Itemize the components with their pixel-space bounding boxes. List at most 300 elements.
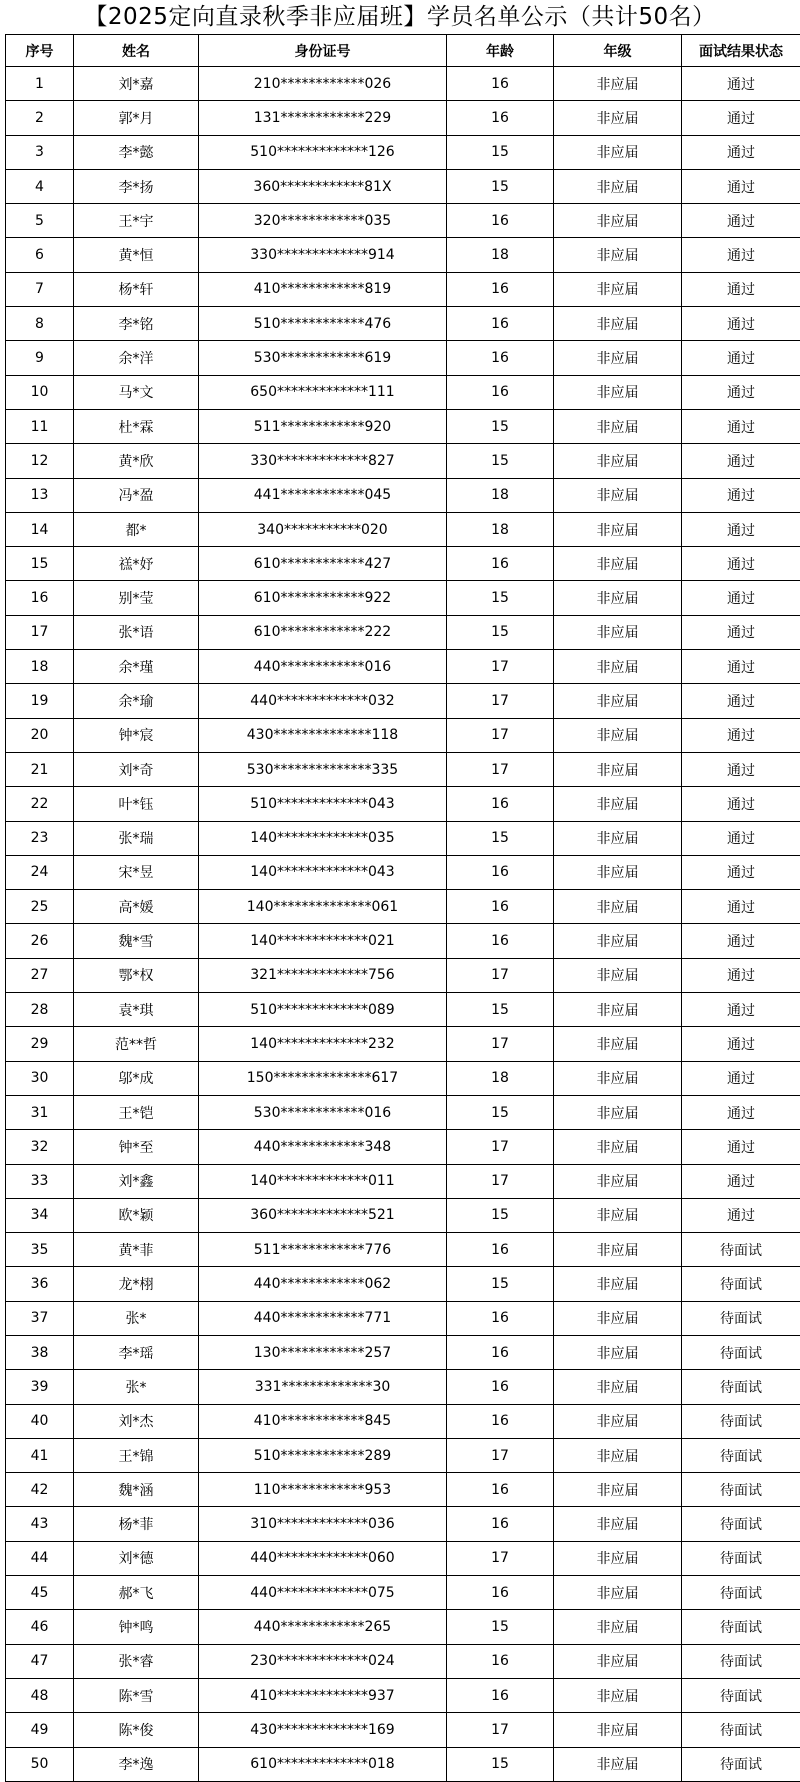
- cell-id-number: 440************265: [199, 1610, 447, 1644]
- cell-interview-status: 通过: [682, 101, 800, 135]
- cell-id-number: 441************045: [199, 478, 447, 512]
- cell-age: 16: [447, 1473, 554, 1507]
- cell-age: 16: [447, 272, 554, 306]
- cell-name: 刘*嘉: [74, 67, 199, 101]
- table-row: [6, 1370, 800, 1404]
- cell-interview-status: 待面试: [682, 1541, 800, 1575]
- cell-grade: 非应届: [554, 1507, 682, 1541]
- cell-name: 黄*菲: [74, 1233, 199, 1267]
- cell-id-number: 340***********020: [199, 512, 447, 546]
- cell-name: 马*文: [74, 375, 199, 409]
- cell-interview-status: 待面试: [682, 1233, 800, 1267]
- cell-age: 17: [447, 684, 554, 718]
- cell-index: 17: [6, 615, 74, 649]
- cell-index: 39: [6, 1370, 74, 1404]
- cell-interview-status: 待面试: [682, 1576, 800, 1610]
- cell-grade: 非应届: [554, 787, 682, 821]
- table-row: [6, 1233, 800, 1267]
- cell-index: 28: [6, 993, 74, 1027]
- cell-name: 余*瑾: [74, 650, 199, 684]
- cell-id-number: 131************229: [199, 101, 447, 135]
- cell-name: 钟*宸: [74, 718, 199, 752]
- cell-index: 30: [6, 1061, 74, 1095]
- table-row: [6, 1747, 800, 1781]
- cell-age: 16: [447, 1370, 554, 1404]
- cell-age: 17: [447, 1438, 554, 1472]
- cell-interview-status: 待面试: [682, 1370, 800, 1404]
- cell-grade: 非应届: [554, 67, 682, 101]
- table-row: [6, 821, 800, 855]
- cell-name: 欧*颖: [74, 1198, 199, 1232]
- table-row: [6, 169, 800, 203]
- cell-grade: 非应届: [554, 1713, 682, 1747]
- cell-grade: 非应届: [554, 444, 682, 478]
- cell-id-number: 530************619: [199, 341, 447, 375]
- cell-name: 李*懿: [74, 135, 199, 169]
- table-row: [6, 1335, 800, 1369]
- cell-id-number: 530**************335: [199, 752, 447, 786]
- cell-index: 33: [6, 1164, 74, 1198]
- cell-index: 1: [6, 67, 74, 101]
- cell-index: 46: [6, 1610, 74, 1644]
- cell-age: 16: [447, 1644, 554, 1678]
- roster-body: [6, 67, 800, 1782]
- cell-interview-status: 通过: [682, 135, 800, 169]
- cell-age: 15: [447, 1198, 554, 1232]
- cell-id-number: 320************035: [199, 204, 447, 238]
- table-row: [6, 1061, 800, 1095]
- cell-name: 刘*鑫: [74, 1164, 199, 1198]
- cell-age: 15: [447, 1610, 554, 1644]
- table-row: [6, 993, 800, 1027]
- cell-grade: 非应届: [554, 1233, 682, 1267]
- cell-index: 32: [6, 1130, 74, 1164]
- cell-grade: 非应届: [554, 993, 682, 1027]
- cell-grade: 非应届: [554, 1370, 682, 1404]
- cell-name: 黄*恒: [74, 238, 199, 272]
- cell-name: 余*洋: [74, 341, 199, 375]
- table-row: [6, 547, 800, 581]
- table-row: [6, 787, 800, 821]
- cell-age: 16: [447, 1335, 554, 1369]
- table-row: [6, 1541, 800, 1575]
- table-row: [6, 1027, 800, 1061]
- header-row: [6, 35, 800, 67]
- column-header-id-number: 身份证号: [199, 35, 447, 67]
- cell-index: 47: [6, 1644, 74, 1678]
- cell-age: 16: [447, 855, 554, 889]
- table-row: [6, 1404, 800, 1438]
- table-row: [6, 958, 800, 992]
- cell-index: 25: [6, 890, 74, 924]
- cell-grade: 非应届: [554, 1438, 682, 1472]
- column-header-interview-status: 面试结果状态: [682, 35, 800, 67]
- cell-age: 16: [447, 341, 554, 375]
- cell-interview-status: 待面试: [682, 1507, 800, 1541]
- cell-name: 李*瑶: [74, 1335, 199, 1369]
- cell-name: 张*睿: [74, 1644, 199, 1678]
- cell-index: 43: [6, 1507, 74, 1541]
- cell-interview-status: 通过: [682, 375, 800, 409]
- cell-name: 王*铠: [74, 1095, 199, 1129]
- cell-name: 刘*德: [74, 1541, 199, 1575]
- cell-interview-status: 通过: [682, 444, 800, 478]
- cell-id-number: 510*************089: [199, 993, 447, 1027]
- cell-name: 王*锦: [74, 1438, 199, 1472]
- cell-interview-status: 通过: [682, 787, 800, 821]
- cell-id-number: 440************062: [199, 1267, 447, 1301]
- cell-age: 16: [447, 375, 554, 409]
- cell-id-number: 610*************018: [199, 1747, 447, 1781]
- cell-grade: 非应届: [554, 1061, 682, 1095]
- cell-index: 40: [6, 1404, 74, 1438]
- cell-grade: 非应届: [554, 752, 682, 786]
- cell-id-number: 140*************232: [199, 1027, 447, 1061]
- cell-id-number: 410************845: [199, 1404, 447, 1438]
- cell-name: 魏*涵: [74, 1473, 199, 1507]
- cell-interview-status: 通过: [682, 1027, 800, 1061]
- cell-grade: 非应届: [554, 581, 682, 615]
- cell-id-number: 230*************024: [199, 1644, 447, 1678]
- cell-age: 15: [447, 1095, 554, 1129]
- cell-id-number: 510************289: [199, 1438, 447, 1472]
- cell-interview-status: 通过: [682, 512, 800, 546]
- cell-age: 15: [447, 581, 554, 615]
- cell-interview-status: 通过: [682, 855, 800, 889]
- cell-id-number: 510*************043: [199, 787, 447, 821]
- cell-name: 邬*成: [74, 1061, 199, 1095]
- cell-id-number: 110************953: [199, 1473, 447, 1507]
- cell-index: 9: [6, 341, 74, 375]
- cell-index: 4: [6, 169, 74, 203]
- table-row: [6, 135, 800, 169]
- table-row: [6, 650, 800, 684]
- column-header-name: 姓名: [74, 35, 199, 67]
- cell-grade: 非应届: [554, 1678, 682, 1712]
- cell-interview-status: 通过: [682, 547, 800, 581]
- cell-interview-status: 待面试: [682, 1301, 800, 1335]
- cell-age: 15: [447, 409, 554, 443]
- cell-grade: 非应届: [554, 204, 682, 238]
- cell-index: 24: [6, 855, 74, 889]
- cell-name: 张*: [74, 1370, 199, 1404]
- column-header-index: 序号: [6, 35, 74, 67]
- cell-name: 高*媛: [74, 890, 199, 924]
- cell-age: 17: [447, 1713, 554, 1747]
- cell-id-number: 140*************043: [199, 855, 447, 889]
- cell-interview-status: 待面试: [682, 1473, 800, 1507]
- cell-name: 魏*雪: [74, 924, 199, 958]
- cell-index: 45: [6, 1576, 74, 1610]
- table-row: [6, 375, 800, 409]
- cell-grade: 非应届: [554, 512, 682, 546]
- cell-interview-status: 通过: [682, 581, 800, 615]
- table-row: [6, 924, 800, 958]
- cell-grade: 非应届: [554, 1198, 682, 1232]
- table-row: [6, 1130, 800, 1164]
- table-row: [6, 1164, 800, 1198]
- cell-grade: 非应届: [554, 1164, 682, 1198]
- table-row: [6, 307, 800, 341]
- cell-age: 15: [447, 444, 554, 478]
- cell-index: 44: [6, 1541, 74, 1575]
- table-row: [6, 1438, 800, 1472]
- cell-id-number: 440*************075: [199, 1576, 447, 1610]
- cell-id-number: 510************476: [199, 307, 447, 341]
- cell-grade: 非应届: [554, 1095, 682, 1129]
- cell-index: 36: [6, 1267, 74, 1301]
- table-row: [6, 444, 800, 478]
- cell-grade: 非应届: [554, 478, 682, 512]
- cell-interview-status: 通过: [682, 409, 800, 443]
- cell-index: 3: [6, 135, 74, 169]
- cell-age: 16: [447, 547, 554, 581]
- cell-age: 15: [447, 135, 554, 169]
- cell-id-number: 430*************169: [199, 1713, 447, 1747]
- cell-id-number: 210************026: [199, 67, 447, 101]
- cell-name: 叶*钰: [74, 787, 199, 821]
- cell-age: 15: [447, 993, 554, 1027]
- cell-grade: 非应届: [554, 409, 682, 443]
- cell-age: 17: [447, 1027, 554, 1061]
- cell-interview-status: 待面试: [682, 1678, 800, 1712]
- cell-age: 17: [447, 650, 554, 684]
- cell-name: 李*逸: [74, 1747, 199, 1781]
- cell-grade: 非应届: [554, 855, 682, 889]
- cell-age: 16: [447, 1576, 554, 1610]
- cell-interview-status: 通过: [682, 684, 800, 718]
- cell-id-number: 140**************061: [199, 890, 447, 924]
- cell-id-number: 650*************111: [199, 375, 447, 409]
- cell-grade: 非应届: [554, 1610, 682, 1644]
- cell-age: 17: [447, 752, 554, 786]
- cell-name: 杨*菲: [74, 1507, 199, 1541]
- cell-index: 27: [6, 958, 74, 992]
- cell-interview-status: 待面试: [682, 1747, 800, 1781]
- cell-index: 16: [6, 581, 74, 615]
- cell-index: 29: [6, 1027, 74, 1061]
- cell-index: 49: [6, 1713, 74, 1747]
- cell-id-number: 511************920: [199, 409, 447, 443]
- cell-grade: 非应届: [554, 650, 682, 684]
- cell-age: 15: [447, 1747, 554, 1781]
- cell-name: 李*扬: [74, 169, 199, 203]
- cell-age: 17: [447, 718, 554, 752]
- cell-interview-status: 待面试: [682, 1267, 800, 1301]
- cell-interview-status: 通过: [682, 958, 800, 992]
- cell-name: 陈*俊: [74, 1713, 199, 1747]
- cell-grade: 非应届: [554, 169, 682, 203]
- cell-index: 2: [6, 101, 74, 135]
- cell-name: 鄂*权: [74, 958, 199, 992]
- cell-index: 10: [6, 375, 74, 409]
- cell-age: 16: [447, 1678, 554, 1712]
- cell-name: 余*瑜: [74, 684, 199, 718]
- cell-grade: 非应届: [554, 821, 682, 855]
- cell-index: 48: [6, 1678, 74, 1712]
- cell-grade: 非应届: [554, 547, 682, 581]
- cell-grade: 非应届: [554, 1747, 682, 1781]
- cell-index: 14: [6, 512, 74, 546]
- cell-name: 都*: [74, 512, 199, 546]
- cell-index: 7: [6, 272, 74, 306]
- cell-grade: 非应届: [554, 1541, 682, 1575]
- table-row: [6, 238, 800, 272]
- cell-age: 16: [447, 1233, 554, 1267]
- cell-name: 郝*飞: [74, 1576, 199, 1610]
- cell-age: 16: [447, 204, 554, 238]
- cell-index: 35: [6, 1233, 74, 1267]
- cell-name: 刘*奇: [74, 752, 199, 786]
- cell-name: 王*宇: [74, 204, 199, 238]
- cell-id-number: 440*************060: [199, 1541, 447, 1575]
- cell-age: 16: [447, 307, 554, 341]
- cell-name: 杜*霖: [74, 409, 199, 443]
- cell-grade: 非应届: [554, 307, 682, 341]
- cell-id-number: 530************016: [199, 1095, 447, 1129]
- cell-index: 15: [6, 547, 74, 581]
- cell-age: 15: [447, 615, 554, 649]
- table-row: [6, 890, 800, 924]
- cell-grade: 非应届: [554, 1130, 682, 1164]
- cell-index: 21: [6, 752, 74, 786]
- cell-id-number: 610************427: [199, 547, 447, 581]
- cell-interview-status: 通过: [682, 890, 800, 924]
- cell-name: 张*瑞: [74, 821, 199, 855]
- cell-grade: 非应届: [554, 1576, 682, 1610]
- table-row: [6, 101, 800, 135]
- column-header-age: 年龄: [447, 35, 554, 67]
- table-row: [6, 1198, 800, 1232]
- cell-index: 18: [6, 650, 74, 684]
- table-row: [6, 581, 800, 615]
- cell-id-number: 510*************126: [199, 135, 447, 169]
- cell-interview-status: 通过: [682, 1095, 800, 1129]
- cell-grade: 非应届: [554, 272, 682, 306]
- cell-age: 16: [447, 787, 554, 821]
- cell-age: 16: [447, 1507, 554, 1541]
- cell-age: 15: [447, 1267, 554, 1301]
- cell-id-number: 440*************032: [199, 684, 447, 718]
- cell-grade: 非应届: [554, 1644, 682, 1678]
- cell-interview-status: 通过: [682, 341, 800, 375]
- cell-id-number: 360************81X: [199, 169, 447, 203]
- cell-interview-status: 通过: [682, 924, 800, 958]
- cell-interview-status: 待面试: [682, 1335, 800, 1369]
- cell-id-number: 330*************914: [199, 238, 447, 272]
- cell-interview-status: 待面试: [682, 1610, 800, 1644]
- cell-interview-status: 通过: [682, 272, 800, 306]
- cell-interview-status: 待面试: [682, 1404, 800, 1438]
- cell-interview-status: 通过: [682, 615, 800, 649]
- cell-age: 16: [447, 1301, 554, 1335]
- cell-age: 16: [447, 67, 554, 101]
- table-row: [6, 1713, 800, 1747]
- cell-id-number: 321*************756: [199, 958, 447, 992]
- cell-age: 17: [447, 1130, 554, 1164]
- cell-id-number: 360*************521: [199, 1198, 447, 1232]
- table-row: [6, 1301, 800, 1335]
- cell-grade: 非应届: [554, 1027, 682, 1061]
- table-row: [6, 718, 800, 752]
- cell-id-number: 440************771: [199, 1301, 447, 1335]
- page-title: 【2025定向直录秋季非应届班】学员名单公示（共计50名）: [0, 0, 800, 34]
- cell-age: 16: [447, 101, 554, 135]
- cell-id-number: 410************819: [199, 272, 447, 306]
- cell-index: 26: [6, 924, 74, 958]
- cell-index: 6: [6, 238, 74, 272]
- cell-index: 50: [6, 1747, 74, 1781]
- cell-age: 16: [447, 924, 554, 958]
- cell-index: 37: [6, 1301, 74, 1335]
- cell-interview-status: 通过: [682, 169, 800, 203]
- cell-grade: 非应届: [554, 341, 682, 375]
- cell-grade: 非应届: [554, 924, 682, 958]
- cell-name: 钟*至: [74, 1130, 199, 1164]
- cell-name: 刘*杰: [74, 1404, 199, 1438]
- cell-name: 禚*妤: [74, 547, 199, 581]
- cell-grade: 非应届: [554, 135, 682, 169]
- cell-age: 18: [447, 478, 554, 512]
- table-row: [6, 67, 800, 101]
- cell-index: 23: [6, 821, 74, 855]
- table-row: [6, 855, 800, 889]
- table-row: [6, 272, 800, 306]
- cell-name: 张*语: [74, 615, 199, 649]
- cell-interview-status: 通过: [682, 67, 800, 101]
- cell-index: 8: [6, 307, 74, 341]
- column-header-grade: 年级: [554, 35, 682, 67]
- table-row: [6, 1678, 800, 1712]
- cell-name: 别*莹: [74, 581, 199, 615]
- cell-name: 杨*轩: [74, 272, 199, 306]
- cell-interview-status: 待面试: [682, 1713, 800, 1747]
- cell-age: 15: [447, 821, 554, 855]
- cell-age: 16: [447, 890, 554, 924]
- cell-index: 38: [6, 1335, 74, 1369]
- cell-grade: 非应届: [554, 1335, 682, 1369]
- roster-table: [5, 34, 800, 1782]
- table-row: [6, 752, 800, 786]
- cell-id-number: 610************222: [199, 615, 447, 649]
- table-row: [6, 341, 800, 375]
- table-row: [6, 512, 800, 546]
- cell-age: 18: [447, 512, 554, 546]
- cell-interview-status: 通过: [682, 238, 800, 272]
- cell-age: 17: [447, 958, 554, 992]
- cell-grade: 非应届: [554, 375, 682, 409]
- cell-name: 陈*雪: [74, 1678, 199, 1712]
- cell-index: 19: [6, 684, 74, 718]
- cell-interview-status: 通过: [682, 1061, 800, 1095]
- cell-index: 20: [6, 718, 74, 752]
- cell-grade: 非应届: [554, 684, 682, 718]
- cell-index: 34: [6, 1198, 74, 1232]
- cell-id-number: 410*************937: [199, 1678, 447, 1712]
- cell-name: 龙*栩: [74, 1267, 199, 1301]
- cell-id-number: 610************922: [199, 581, 447, 615]
- cell-grade: 非应届: [554, 238, 682, 272]
- cell-name: 张*: [74, 1301, 199, 1335]
- table-row: [6, 1267, 800, 1301]
- cell-interview-status: 通过: [682, 718, 800, 752]
- table-row: [6, 1095, 800, 1129]
- table-row: [6, 1576, 800, 1610]
- cell-grade: 非应届: [554, 958, 682, 992]
- cell-name: 袁*琪: [74, 993, 199, 1027]
- cell-name: 郭*月: [74, 101, 199, 135]
- cell-age: 17: [447, 1541, 554, 1575]
